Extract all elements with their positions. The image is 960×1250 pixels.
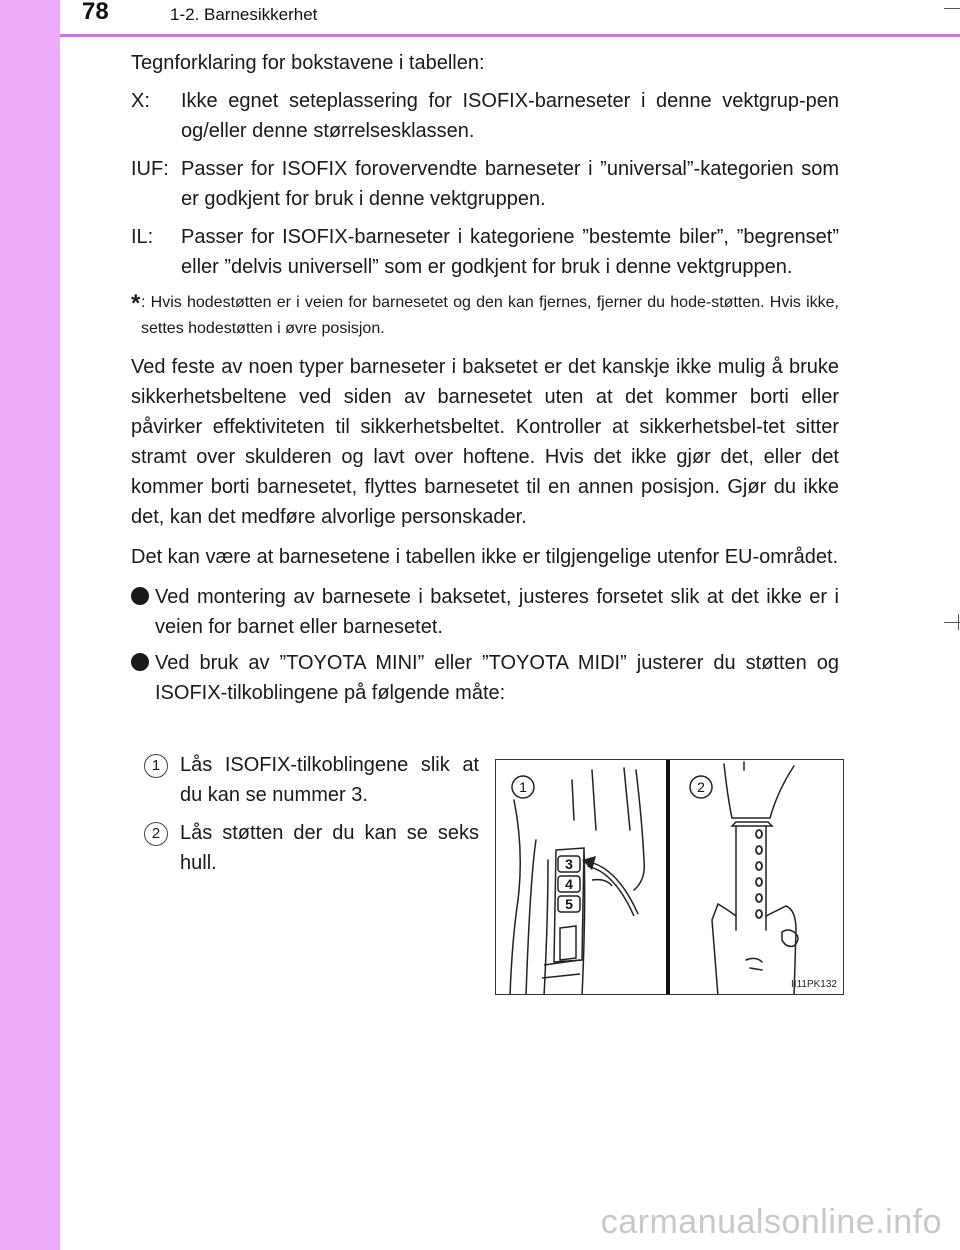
step-item <box>144 818 479 878</box>
isofix-illustration <box>495 759 844 995</box>
legend-term: IUF: <box>131 158 169 180</box>
paragraph: Ved feste av noen typer barneseter i baksetet er det kanskje ikke mulig å bruke sikkerhetsbeltene ved siden av barnesetet uten at det kommer borti eller påvirker effektiviteten til sikkerhetsbeltet. Kontroller at sikkerhetsbel-tet sitter stramt over skulderen og lavt over hoftene. Hvis det ikke gjør det, eller det kommer borti barnesetet, flyttes barnesetet til en annen posisjon. Gjør du ikke det, kan det medføre alvorlige personskader. <box>131 356 839 528</box>
support-leg-holes <box>756 830 762 918</box>
step-number: 2 <box>144 822 168 846</box>
paragraph: Det kan være at barnesetene i tabellen ikke er tilgjengelige utenfor EU-området. <box>131 546 839 568</box>
legend-intro: Tegnforklaring for bokstavene i tabellen: <box>131 52 485 74</box>
legend-description: Passer for ISOFIX forovervendte barneseter i ”universal”-kategorien som er godkjent for bruk i denne vektgruppen. <box>181 158 839 210</box>
footnote <box>131 290 839 342</box>
footnote-text: : Hvis hodestøtten er i veien for barnesetet og den kan fjernes, fjerner du hode-støtten. Hvis ikke, settes hodestøtten i øvre posisjon. <box>141 294 839 337</box>
pointer-arrow-icon <box>582 856 636 915</box>
header-divider <box>60 34 960 37</box>
crop-mark <box>944 8 960 9</box>
figure-label-1: 1 <box>519 779 527 795</box>
step-number: 1 <box>144 754 168 778</box>
slot-number-4: 4 <box>565 876 573 892</box>
step-text: Lås ISOFIX-tilkoblingene slik at du kan se nummer 3. <box>180 754 479 806</box>
bullet-text: Ved bruk av ”TOYOTA MINI” eller ”TOYOTA MIDI” justerer du støtten og ISOFIX-tilkoblingene på følgende måte: <box>155 652 839 704</box>
bullet-text: Ved montering av barnesete i baksetet, justeres forsetet slik at det ikke er i veien for barnet eller barnesetet. <box>155 586 839 638</box>
bullet-item <box>131 648 839 708</box>
figure-label-2: 2 <box>697 779 705 795</box>
bullet-icon <box>131 648 155 708</box>
step-text: Lås støtten der du kan se seks hull. <box>180 822 479 874</box>
slot-number-5: 5 <box>565 896 573 912</box>
page-number: 78 <box>82 0 109 25</box>
side-tab-bar <box>0 0 60 1250</box>
figure-code: II11PK132 <box>791 979 837 990</box>
legend-description: Passer for ISOFIX-barneseter i kategoriene ”bestemte biler”, ”begrenset” eller ”delvis universell” som er godkjent for bruk i denne vektgruppen. <box>181 226 839 278</box>
legend-item <box>131 154 839 214</box>
illustration-drawing <box>496 760 844 995</box>
footnote-mark: * <box>131 290 141 317</box>
legend-item <box>131 222 839 282</box>
legend-term: X: <box>131 90 150 112</box>
legend-item <box>131 86 839 146</box>
bullet-item <box>131 582 839 642</box>
main-content <box>131 48 839 714</box>
step-item <box>144 750 479 810</box>
step-list <box>144 750 479 886</box>
chapter-title: 1-2. Barnesikkerhet <box>170 5 318 24</box>
watermark: carmanualsonline.info <box>600 1203 942 1241</box>
crop-mark <box>958 614 959 630</box>
bullet-icon <box>131 582 155 642</box>
slot-number-3: 3 <box>565 856 573 872</box>
legend-term: IL: <box>131 226 154 248</box>
legend-description: Ikke egnet seteplassering for ISOFIX-barneseter i denne vektgrup-pen og/eller denne størrelsesklassen. <box>181 90 839 142</box>
